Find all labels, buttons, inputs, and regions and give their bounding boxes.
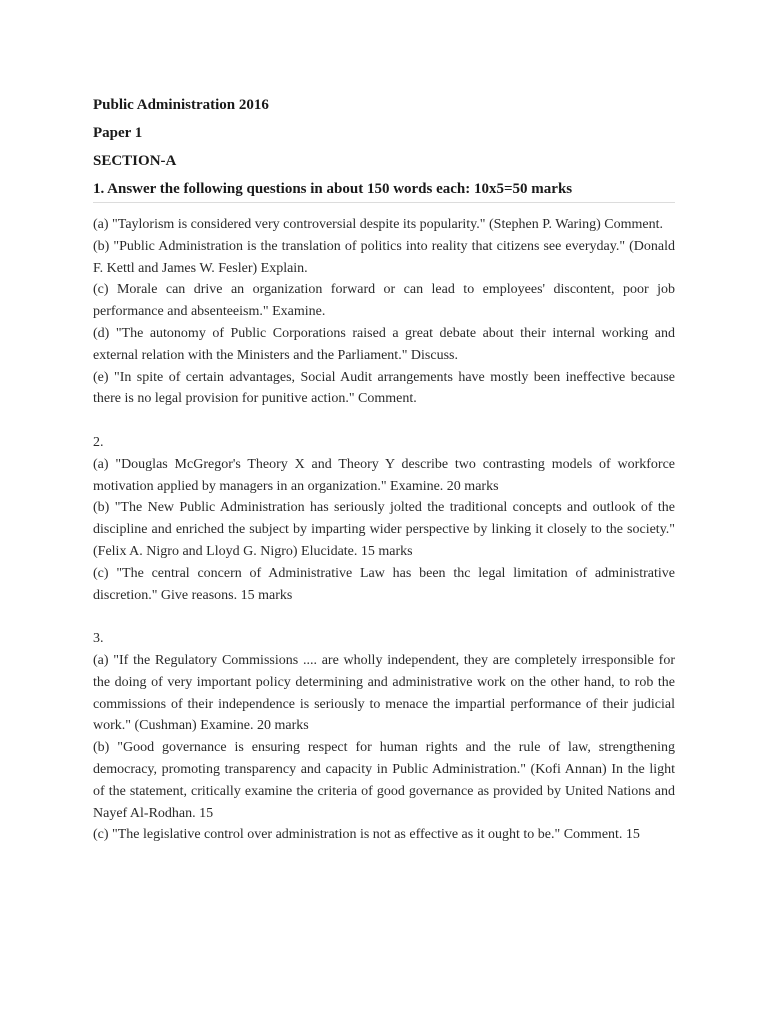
question-3c: (c) "The legislative control over administration is not as effective as it ought to be." Comment. 15	[93, 827, 640, 843]
question-1e: (e) "In spite of certain advantages, Social Audit arrangements have mostly been ineffective because there is no legal provision for punitive action." Comment.	[93, 369, 675, 407]
spacer	[93, 410, 675, 432]
document-title: Public Administration 2016	[93, 97, 269, 113]
question-1-parts	[93, 214, 675, 410]
question-1-heading: 1. Answer the following questions in about 150 words each: 10x5=50 marks	[93, 180, 675, 203]
question-2c: (c) "The central concern of Administrative Law has been thc legal limitation of administrative discretion." Give reasons. 15 marks	[93, 565, 675, 603]
question-2-number: 2.	[93, 434, 104, 450]
question-1a: (a) "Taylorism is considered very controversial despite its popularity." (Stephen P. Waring) Comment.	[93, 217, 663, 232]
question-3b: (b) "Good governance is ensuring respect for human rights and the rule of law, strengthening democracy, promoting transparency and capacity in Public Administration." (Kofi Annan) In the light of the statement, critically examine the criteria of good governance as provided by United Nations and Nayef Al-Rodhan. 15	[93, 740, 675, 821]
question-2-parts	[93, 432, 675, 606]
paper-label: Paper 1	[93, 125, 143, 141]
question-1b: (b) "Public Administration is the translation of politics into reality that citizens see everyday." (Donald F. Kettl and James W. Fesler) Explain.	[93, 238, 675, 276]
spacer	[93, 606, 675, 628]
document-page	[93, 96, 675, 846]
section-label: SECTION-A	[93, 153, 177, 169]
question-1d: (d) "The autonomy of Public Corporations raised a great debate about their internal working and external relation with the Ministers and the Parliament." Discuss.	[93, 325, 675, 363]
question-2b: (b) "The New Public Administration has seriously jolted the traditional concepts and outlook of the discipline and enriched the subject by imparting wider perspective by linking it closely to the society." (Felix A. Nigro and Lloyd G. Nigro) Elucidate. 15 marks	[93, 500, 675, 559]
question-1c: (c) Morale can drive an organization forward or can lead to employees' discontent, poor job performance and absenteeism." Examine.	[93, 282, 675, 320]
question-3-number: 3.	[93, 631, 104, 647]
question-3-parts	[93, 628, 675, 846]
question-2a: (a) "Douglas McGregor's Theory X and Theory Y describe two contrasting models of workforce motivation applied by managers in an organization." Examine. 20 marks	[93, 456, 675, 494]
question-3a: (a) "If the Regulatory Commissions .... are wholly independent, they are completely irresponsible for the doing of very important policy determining and administrative work on the other hand, to rob the commissions of their independence is seriously to menace the impartial performance of their judicial work." (Cushman) Examine. 20 marks	[93, 652, 675, 734]
